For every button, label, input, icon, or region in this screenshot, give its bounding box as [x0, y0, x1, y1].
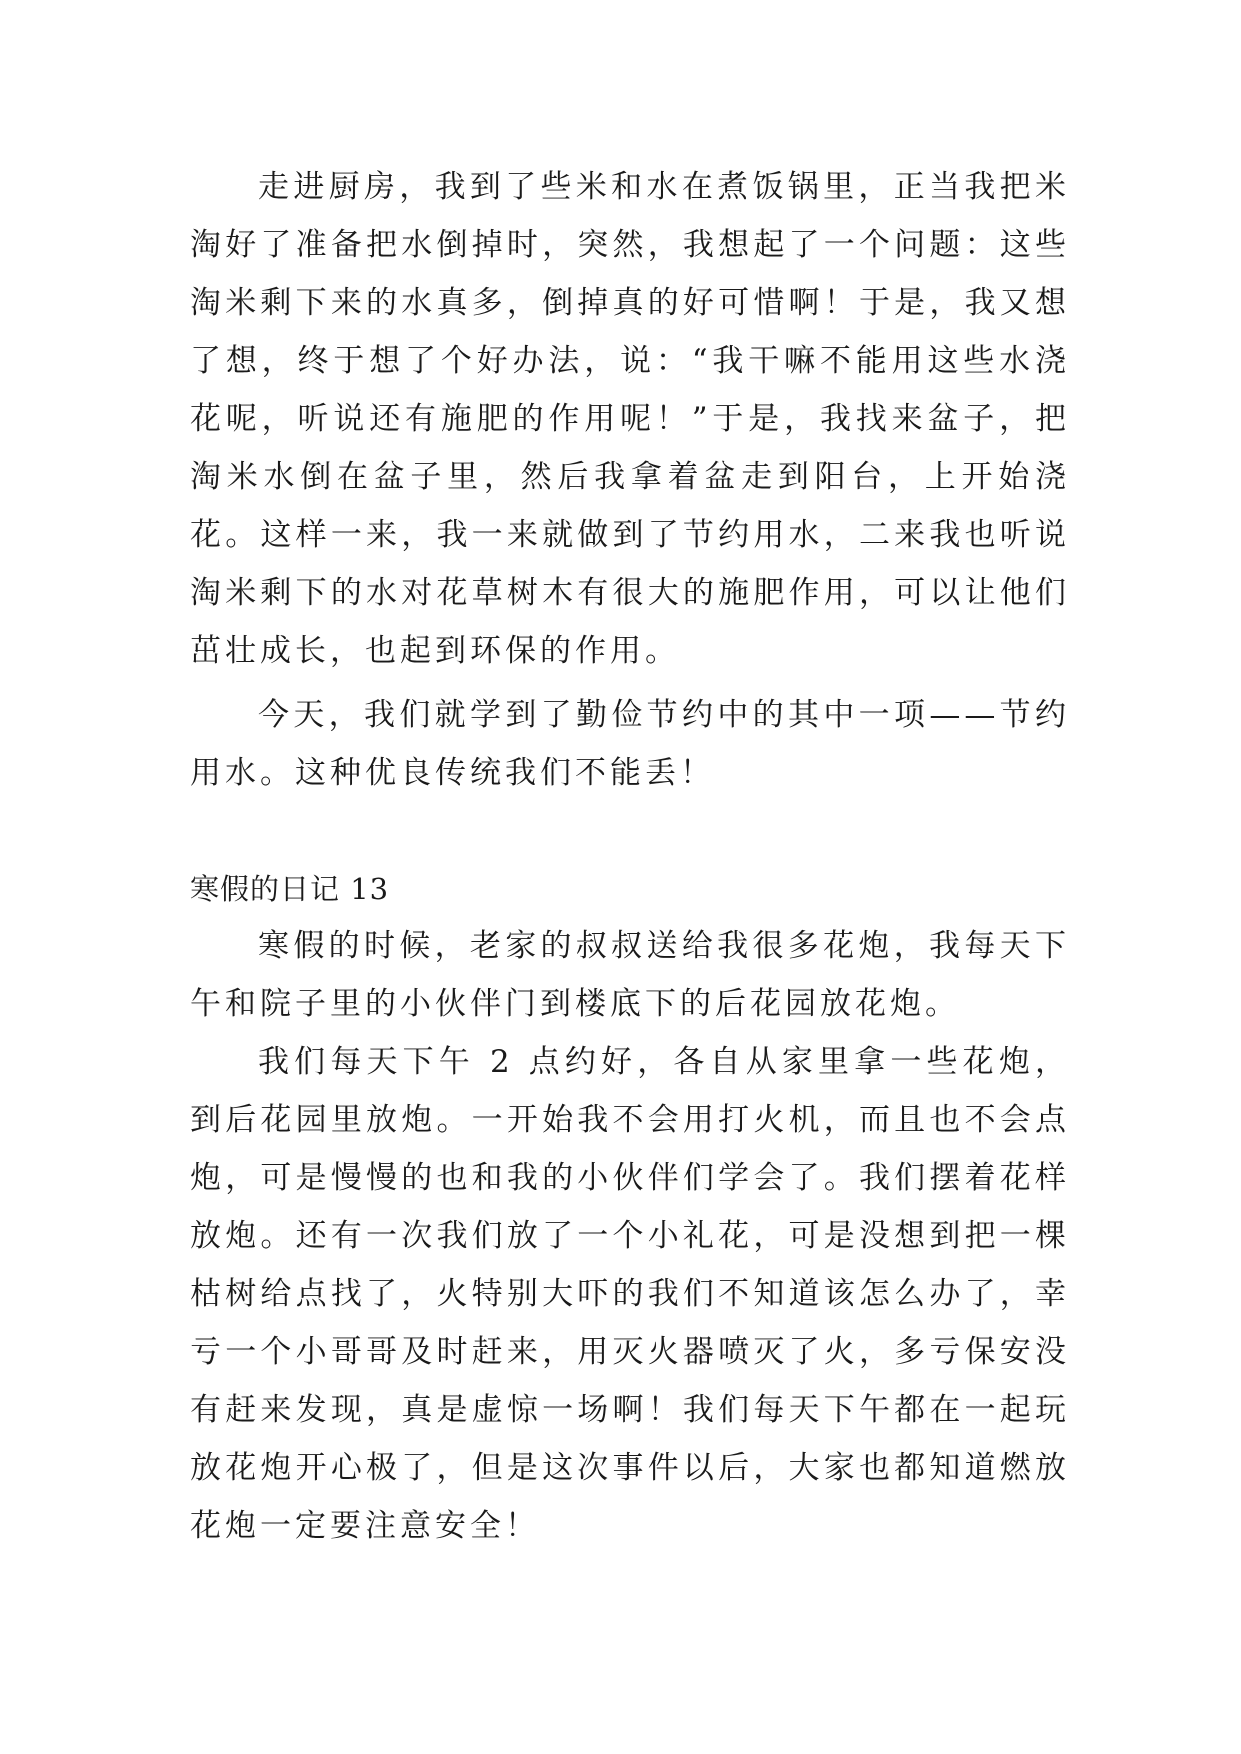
paragraph-firecrackers-intro: 寒假的时候，老家的叔叔送给我很多花炮，我每天下午和院子里的小伙伴门到楼底下的后花园放花炮。 [190, 928, 1070, 1022]
document-page [190, 0, 1070, 1754]
paragraph-rice-water: 走进厨房，我到了些米和水在煮饭锅里，正当我把米淘好了准备把水倒掉时，突然，我想起了一个问题：这些淘米剩下来的水真多，倒掉真的好可惜啊！于是，我又想了想，终于想了个好办法，说：“我干嘛不能用这些水浇花呢，听说还有施肥的作用呢！”于是，我找来盆子，把淘米水倒在盆子里，然后我拿着盆走到阳台，上开始浇花。这样一来，我一来就做到了节约用水，二来我也听说淘米剩下的水对花草树木有很大的施肥作用，可以让他们茁壮成长，也起到环保的作用。 [190, 169, 1070, 669]
paragraph-firecrackers-story: 我们每天下午 2 点约好，各自从家里拿一些花炮，到后花园里放炮。一开始我不会用打火机，而且也不会点炮，可是慢慢的也和我的小伙伴们学会了。我们摆着花样放炮。还有一次我们放了一个小礼花，可是没想到把一棵枯树给点找了，火特别大吓的我们不知道该怎么办了，幸亏一个小哥哥及时赶来，用灭火器喷灭了火，多亏保安没有赶来发现，真是虚惊一场啊！我们每天下午都在一起玩放花炮开心极了，但是这次事件以后，大家也都知道燃放花炮一定要注意安全！ [190, 1044, 1070, 1544]
paragraph-saving-water: 今天，我们就学到了勤俭节约中的其中一项——节约用水。这种优良传统我们不能丢！ [190, 697, 1070, 791]
diary-entry-title: 寒假的日记 13 [190, 872, 390, 906]
